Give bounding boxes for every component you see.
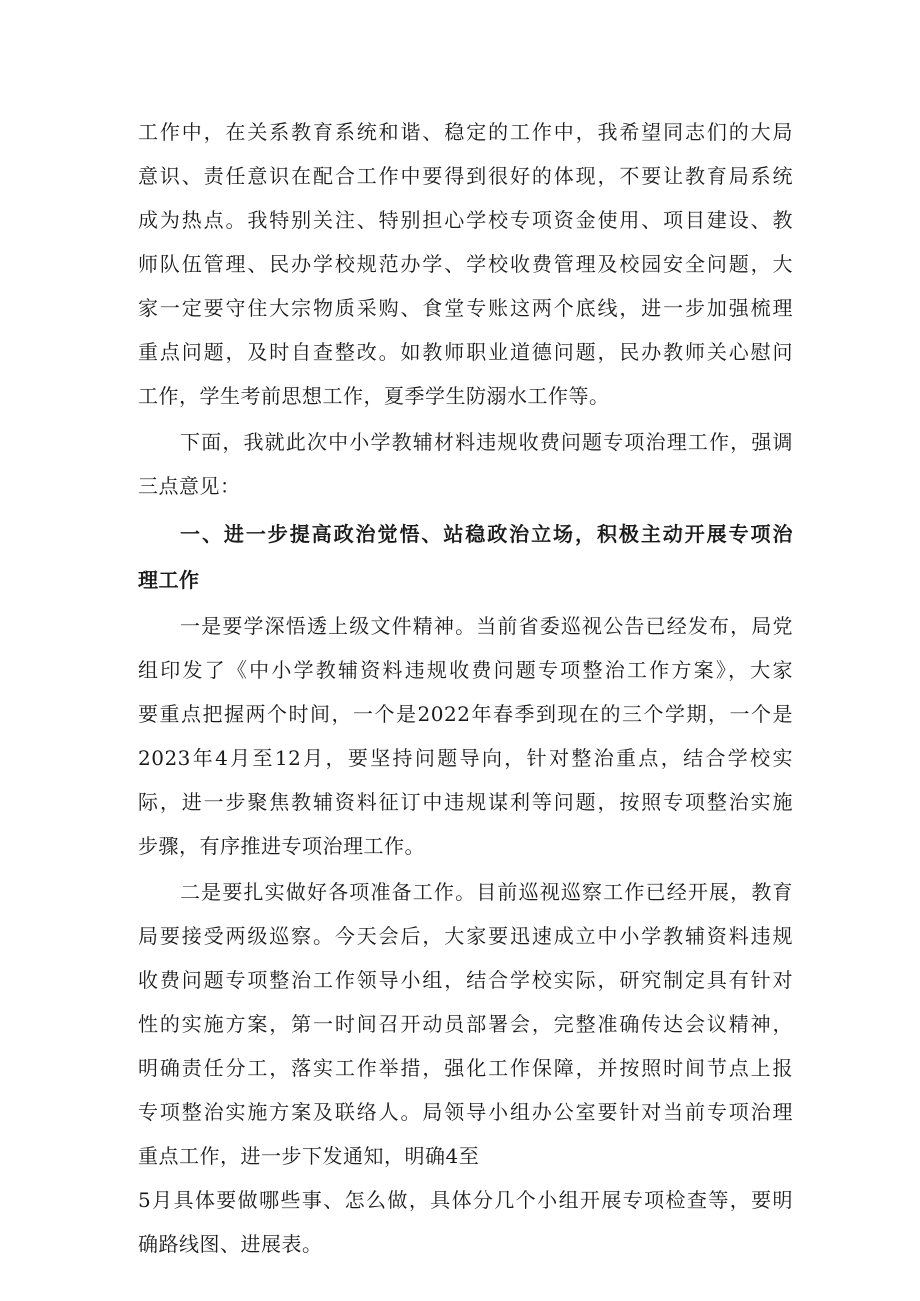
section-heading-line-1: 一、进一步提高政治觉悟、站稳政治立场，积极主动开展专项治 (180, 522, 793, 546)
paragraph-4-line-3: 收费问题专项整治工作领导小组，结合学校实际，研究制定具有针对 (138, 968, 793, 992)
paragraph-4-line-5: 明确责任分工，落实工作举措，强化工作保障，并按照时间节点上报 (138, 1056, 793, 1080)
paragraph-1-line-3: 成为热点。我特别关注、特别担心学校专项资金使用、项目建设、教 (138, 208, 793, 232)
paragraph-3-line-3: 要重点把握两个时间，一个是2022年春季到现在的三个学期，一个是 (138, 702, 793, 726)
paragraph-3-line-6: 步骤，有序推进专项治理工作。 (138, 834, 425, 858)
paragraph-2-line-2: 三点意见： (138, 474, 241, 498)
paragraph-4-line-8: 5月具体要做哪些事、怎么做，具体分几个小组开展专项检查等，要明 (138, 1188, 793, 1212)
paragraph-1-line-1: 工作中，在关系教育系统和谐、稳定的工作中，我希望同志们的大局 (138, 120, 793, 144)
paragraph-4-line-2: 局要接受两级巡察。今天会后，大家要迅速成立中小学教辅资料违规 (138, 924, 793, 948)
paragraph-4-line-9: 确路线图、进展表。 (138, 1232, 323, 1256)
paragraph-2-line-1: 下面，我就此次中小学教辅材料违规收费问题专项治理工作，强调 (180, 430, 793, 454)
paragraph-3-line-5: 际，进一步聚焦教辅资料征订中违规谋利等问题，按照专项整治实施 (138, 790, 793, 814)
paragraph-4-line-4: 性的实施方案，第一时间召开动员部署会，完整准确传达会议精神， (138, 1012, 793, 1036)
paragraph-4-line-7: 重点工作，进一步下发通知，明确4至 (138, 1144, 480, 1168)
paragraph-1-line-5: 家一定要守住大宗物质采购、食堂专账这两个底线，进一步加强梳理 (138, 296, 793, 320)
section-heading-line-2: 理工作 (138, 568, 200, 592)
paragraph-3-line-2: 组印发了《中小学教辅资料违规收费问题专项整治工作方案》，大家 (138, 658, 793, 682)
paragraph-1-line-2: 意识、责任意识在配合工作中要得到很好的体现，不要让教育局系统 (138, 164, 793, 188)
paragraph-1-line-7: 工作，学生考前思想工作，夏季学生防溺水工作等。 (138, 384, 610, 408)
paragraph-4-line-1: 二是要扎实做好各项准备工作。目前巡视巡察工作已经开展，教育 (180, 880, 793, 904)
paragraph-4-line-6: 专项整治实施方案及联络人。局领导小组办公室要针对当前专项治理 (138, 1100, 793, 1124)
paragraph-3-line-1: 一是要学深悟透上级文件精神。当前省委巡视公告已经发布，局党 (180, 614, 793, 638)
paragraph-1-line-6: 重点问题，及时自查整改。如教师职业道德问题，民办教师关心慰问 (138, 340, 793, 364)
paragraph-3-line-4: 2023年4月至12月，要坚持问题导向，针对整治重点，结合学校实 (138, 746, 793, 770)
paragraph-1-line-4: 师队伍管理、民办学校规范办学、学校收费管理及校园安全问题，大 (138, 252, 793, 276)
